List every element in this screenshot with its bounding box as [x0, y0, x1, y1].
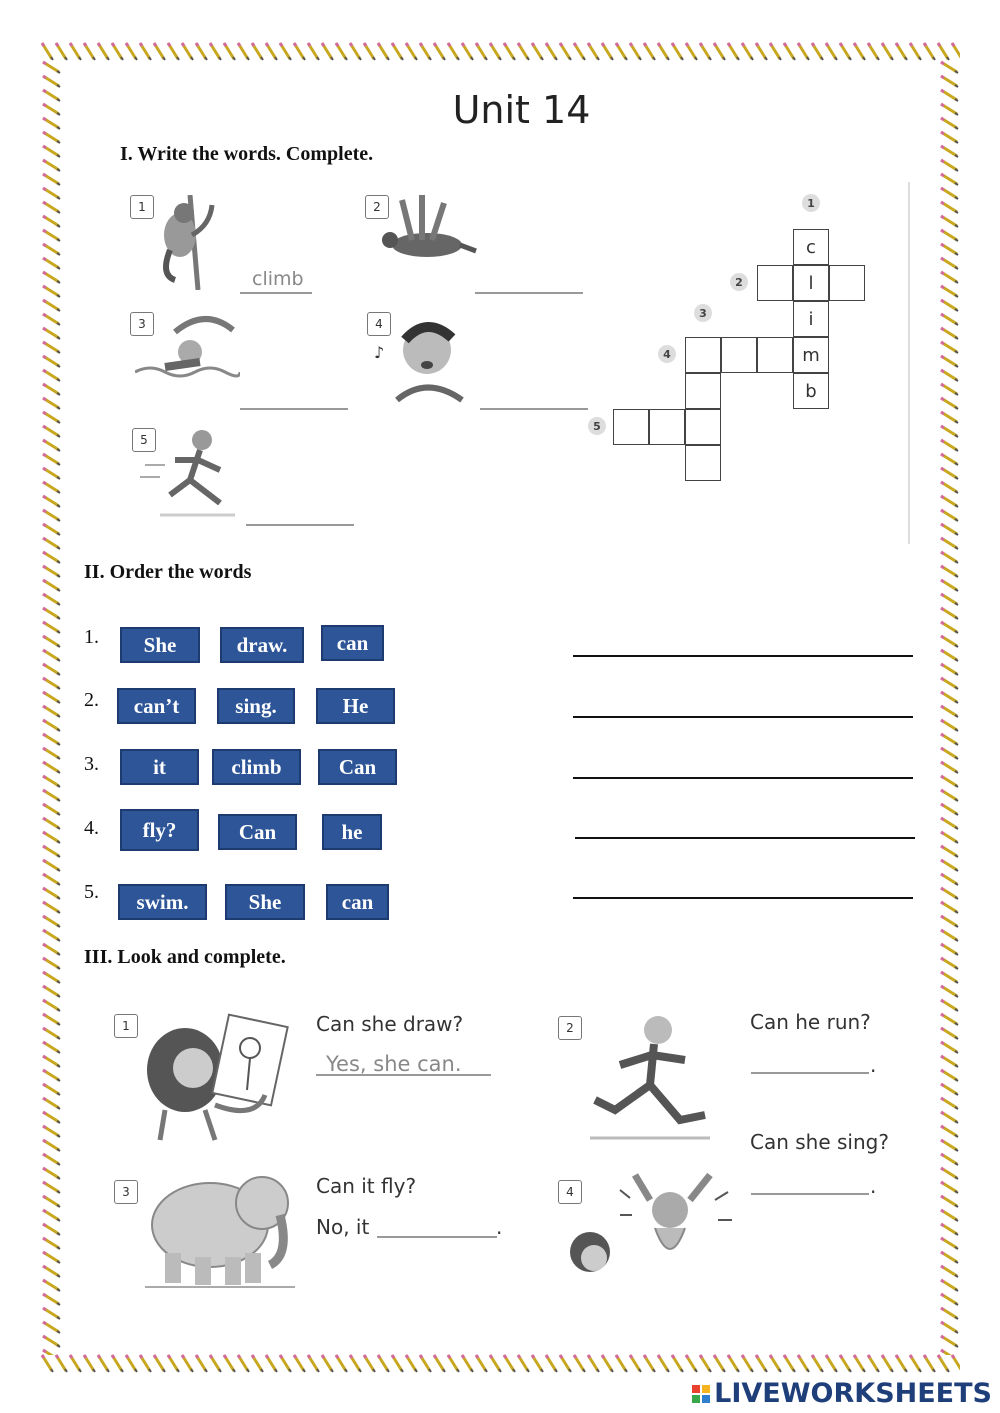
- s3-item3-line[interactable]: [377, 1236, 497, 1238]
- s1-item5-line[interactable]: [246, 524, 354, 526]
- crossword-clue-1: 1: [802, 194, 820, 212]
- s3-item1-number: 1: [114, 1014, 138, 1038]
- crossword-cell[interactable]: [721, 337, 757, 373]
- logo-grid-icon: [692, 1385, 710, 1403]
- word-tile[interactable]: Can: [318, 749, 397, 785]
- monkey-climbing-icon: [150, 195, 230, 290]
- s3-item1-answer: Yes, she can.: [326, 1052, 462, 1076]
- s1-item3-line[interactable]: [240, 408, 348, 410]
- section3-heading: III. Look and complete.: [84, 946, 286, 968]
- order-row1-answer-line[interactable]: [573, 655, 913, 657]
- s1-item4-line[interactable]: [480, 408, 588, 410]
- s3-item3-number: 3: [114, 1180, 138, 1204]
- word-tile[interactable]: draw.: [220, 627, 304, 663]
- man-singing-icon: [372, 310, 467, 405]
- word-tile[interactable]: He: [316, 688, 395, 724]
- crossword-clue-4: 4: [658, 345, 676, 363]
- person-swimming-icon: [135, 312, 240, 387]
- order-row5-answer-line[interactable]: [573, 897, 913, 899]
- crossword-cell[interactable]: [685, 409, 721, 445]
- s3-item3-answer-prefix: No, it: [316, 1215, 370, 1239]
- s3-item2-question: Can he run?: [750, 1010, 871, 1034]
- order-row2-answer-line[interactable]: [573, 716, 913, 718]
- s1-item2-number: 2: [365, 195, 389, 219]
- footer-brand: LIVEWORKSHEETS: [714, 1378, 992, 1409]
- word-tile[interactable]: fly?: [120, 809, 199, 851]
- s3-item2-end: .: [870, 1053, 877, 1077]
- word-tile[interactable]: sing.: [217, 688, 295, 724]
- elephant-icon: [140, 1165, 300, 1290]
- s3-item1-question: Can she draw?: [316, 1012, 464, 1036]
- order-row5-number: 5.: [84, 881, 99, 903]
- order-row2-number: 2.: [84, 689, 99, 711]
- border-right: [938, 60, 960, 1355]
- border-left: [40, 60, 62, 1355]
- crossword-cell[interactable]: [757, 337, 793, 373]
- crossword-cell[interactable]: [757, 265, 793, 301]
- girl-singing-loudly-icon: [560, 1170, 740, 1290]
- crossword-cell[interactable]: [685, 445, 721, 481]
- word-tile[interactable]: climb: [212, 749, 301, 785]
- crossword-cell: m: [793, 337, 829, 373]
- s1-item5-number: 5: [132, 428, 156, 452]
- boy-running-icon: [580, 1010, 715, 1145]
- section1-heading: I. Write the words. Complete.: [120, 143, 374, 165]
- crossword-cell: b: [793, 373, 829, 409]
- border-bottom: [40, 1352, 960, 1374]
- word-tile[interactable]: She: [225, 884, 305, 920]
- crossword-clue-5: 5: [588, 417, 606, 435]
- crossword-cell[interactable]: [649, 409, 685, 445]
- crossword-cell[interactable]: [613, 409, 649, 445]
- crossword-cell: c: [793, 229, 829, 265]
- svg-text:♪: ♪: [374, 343, 385, 362]
- section1-divider: [908, 182, 910, 544]
- s3-item3-end: .: [496, 1215, 503, 1239]
- crossword-cell: i: [793, 301, 829, 337]
- s1-item1-answer: climb: [252, 268, 304, 290]
- s3-item4-question: Can she sing?: [750, 1130, 889, 1154]
- section2-heading: II. Order the words: [84, 561, 252, 583]
- order-row3-number: 3.: [84, 753, 99, 775]
- page-title: Unit 14: [452, 88, 591, 132]
- girl-running-icon: [140, 425, 240, 520]
- crossword-cell: l: [793, 265, 829, 301]
- crossword-cell[interactable]: [685, 373, 721, 409]
- word-tile[interactable]: Can: [218, 814, 297, 850]
- bird-flying-icon: [372, 195, 477, 275]
- order-row3-answer-line[interactable]: [573, 777, 913, 779]
- order-row1-number: 1.: [84, 626, 99, 648]
- s1-item2-line[interactable]: [475, 292, 583, 294]
- s3-item2-line[interactable]: [751, 1072, 869, 1074]
- crossword-clue-3: 3: [694, 304, 712, 322]
- s3-item4-line[interactable]: [751, 1193, 869, 1195]
- girl-drawing-flower-icon: [145, 1010, 305, 1145]
- word-tile[interactable]: can: [326, 884, 389, 920]
- crossword-clue-2: 2: [730, 273, 748, 291]
- crossword-cell[interactable]: [685, 337, 721, 373]
- s1-item1-line: [240, 292, 312, 294]
- s1-item3-number: 3: [130, 312, 154, 336]
- s3-item2-number: 2: [558, 1016, 582, 1040]
- s3-item1-line: [316, 1074, 491, 1076]
- word-tile[interactable]: it: [120, 749, 199, 785]
- s1-item1-number: 1: [130, 195, 154, 219]
- order-row4-number: 4.: [84, 817, 99, 839]
- liveworksheets-logo: [692, 1378, 992, 1409]
- s1-item4-number: 4: [367, 312, 391, 336]
- word-tile[interactable]: can: [321, 625, 384, 661]
- order-row4-answer-line[interactable]: [575, 837, 915, 839]
- s3-item3-question: Can it fly?: [316, 1174, 417, 1198]
- border-top: [40, 40, 960, 62]
- word-tile[interactable]: he: [322, 814, 382, 850]
- crossword-cell[interactable]: [829, 265, 865, 301]
- s3-item4-number: 4: [558, 1180, 582, 1204]
- word-tile[interactable]: swim.: [118, 884, 207, 920]
- s3-item4-end: .: [870, 1174, 877, 1198]
- word-tile[interactable]: She: [120, 627, 200, 663]
- word-tile[interactable]: can’t: [117, 688, 196, 724]
